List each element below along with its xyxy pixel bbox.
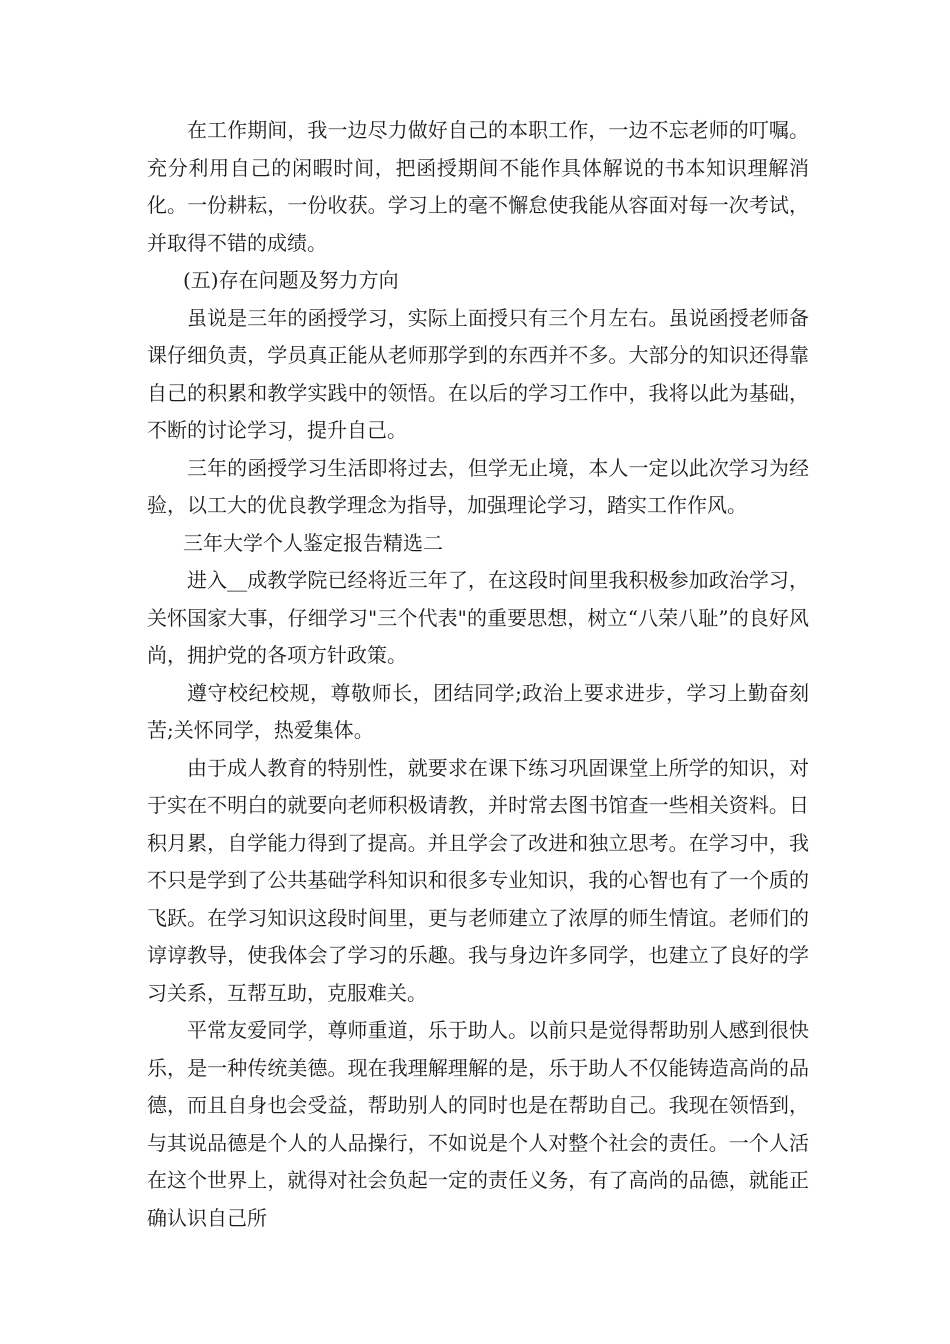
paragraph-helping-others: 平常友爱同学，尊师重道，乐于助人。以前只是觉得帮助别人感到很快乐，是一种传统美德。现在我理解理解的是，乐于助人不仅能铸造高尚的品德，而且自身也会受益，帮助别人的同时也是在帮助自己。我现在领悟到，与其说品德是个人的人品操行，不如说是个人对整个社会的责任。一个人活在这个世界上，就得对社会负起一定的责任义务，有了高尚的品德，就能正确认识自己所 bbox=[147, 1018, 809, 1230]
paragraph-correspondence-study: 虽说是三年的函授学习，实际上面授只有三个月左右。虽说函授老师备课仔细负责，学员真正能从老师那学到的东西并不多。大部分的知识还得靠自己的积累和教学实践中的领悟。在以后的学习工作中，我将以此为基础，不断的讨论学习，提升自己。 bbox=[147, 305, 809, 442]
paragraph-conclusion: 三年的函授学习生活即将过去，但学无止境，本人一定以此次学习为经验，以工大的优良教学理念为指导，加强理论学习，踏实工作作风。 bbox=[147, 455, 809, 517]
paragraph-study-during-work: 在工作期间，我一边尽力做好自己的本职工作，一边不忘老师的叮嘱。充分利用自己的闲暇时间，把函授期间不能作具体解说的书本知识理解消化。一份耕耘，一份收获。学习上的毫不懈怠使我能从容面对每一次考试，并取得不错的成绩。 bbox=[147, 118, 809, 255]
paragraph-political-study: 进入__成教学院已经将近三年了，在这段时间里我积极参加政治学习，关怀国家大事，仔细学习"三个代表"的重要思想，树立“八荣八耻”的良好风尚，拥护党的各项方针政策。 bbox=[147, 568, 809, 667]
section-heading-report-two: 三年大学个人鉴定报告精选二 bbox=[183, 530, 443, 555]
paragraph-school-rules: 遵守校纪校规，尊敬师长，团结同学;政治上要求进步，学习上勤奋刻苦;关怀同学，热爱集体。 bbox=[147, 680, 809, 742]
document-page bbox=[147, 112, 809, 1237]
paragraph-adult-education: 由于成人教育的特别性，就要求在课下练习巩固课堂上所学的知识，对于实在不明白的就要向老师积极请教，并时常去图书馆查一些相关资料。日积月累，自学能力得到了提高。并且学会了改进和独立思考。在学习中，我不只是学到了公共基础学科知识和很多专业知识，我的心智也有了一个质的飞跃。在学习知识这段时间里，更与老师建立了浓厚的师生情谊。老师们的谆谆教导，使我体会了学习的乐趣。我与身边许多同学，也建立了良好的学习关系，互帮互助，克服难关。 bbox=[147, 755, 809, 1005]
section-heading-problems: (五)存在问题及努力方向 bbox=[183, 268, 399, 292]
